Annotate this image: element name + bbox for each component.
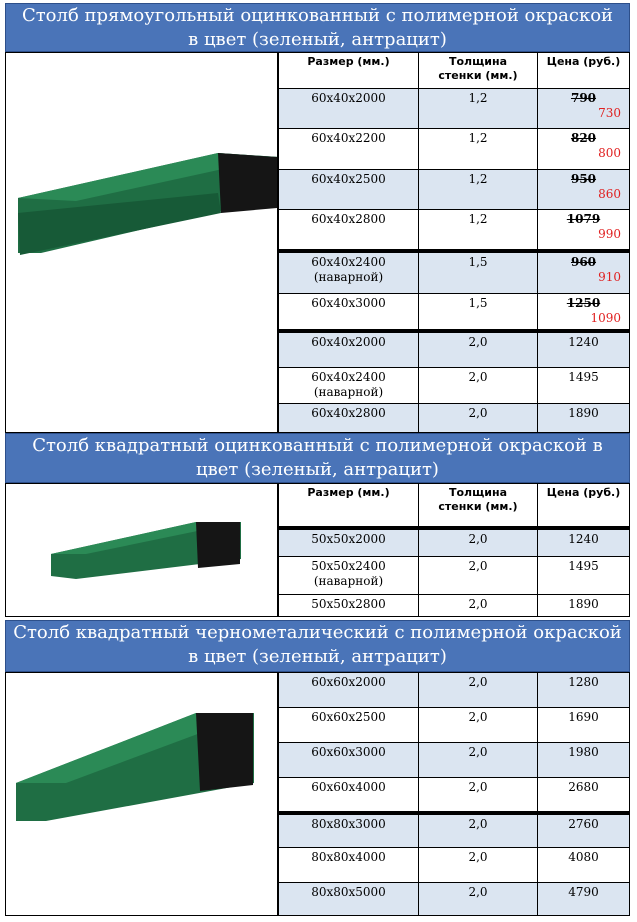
table-row [279,707,629,742]
title-line: цвет (зеленый, антрацит) [196,459,439,480]
table-row [279,777,629,811]
table-row [279,293,629,329]
wall-cell: 2,0 [419,673,538,707]
wall-cell: 1,5 [419,253,538,293]
size-cell: 60х40х3000 [279,294,419,329]
price-cell: 1890 [568,597,599,611]
table-row [279,847,629,882]
wall-cell: 2,0 [419,708,538,742]
table-row [279,673,629,707]
size-cell: 60х40х2000 [279,89,419,128]
post-image [5,52,278,433]
size-cell: 60х40х2800 [279,404,419,432]
table-row [279,403,629,432]
table-row [279,526,629,556]
post-image [5,483,278,617]
header-wall: Толщина стенки (мм.) [419,53,538,88]
section-title [5,3,630,52]
price-cell: 1495 [568,370,599,384]
wall-cell: 2,0 [419,333,538,367]
table-row [279,594,629,616]
wall-cell: 2,0 [419,815,538,847]
size-cell: 80х80х5000 [279,883,419,915]
size-cell: 60х40х2000 [279,333,419,367]
wall-cell: 2,0 [419,743,538,777]
price-cell: 820 800 [570,131,621,160]
price-cell: 1280 [568,675,599,689]
table-row [279,329,629,367]
table-row [279,811,629,847]
section-title [5,433,630,483]
size-cell: 80х80х4000 [279,848,419,882]
size-cell: 60х40х2500 [279,170,419,209]
wall-cell: 1,2 [419,129,538,169]
price-cell: 4790 [568,885,599,899]
table-row [279,128,629,169]
table-row [279,556,629,594]
price-table [278,672,630,916]
size-cell: 80х80х3000 [279,815,419,847]
wall-cell: 2,0 [419,778,538,811]
wall-cell: 2,0 [419,883,538,915]
price-cell: 1890 [568,406,599,420]
price-cell: 2760 [568,817,599,831]
title-line: в цвет (зеленый, антрацит) [188,646,447,667]
title-line: Столб квадратный оцинкованный с полимерной окраской в [32,435,603,456]
table-row [279,742,629,777]
post-illustration [6,673,277,915]
price-cell: 1690 [568,710,599,724]
title-line: Столб прямоугольный оцинкованный с полимерной окраской [21,5,614,26]
price-cell: 960 910 [570,255,621,284]
title-line: в цвет (зеленый, антрацит) [188,29,447,50]
price-cell: 790 730 [570,91,621,120]
table-row [279,367,629,403]
wall-cell: 1,5 [419,294,538,329]
header-wall: Толщина стенки (мм.) [419,484,538,526]
post-illustration [6,484,277,616]
price-cell: 1240 [568,532,599,546]
header-price: Цена (руб.) [546,55,621,68]
size-cell: 60х40х2200 [279,129,419,169]
price-cell: 1079 990 [566,212,621,241]
table-header [279,484,629,526]
header-size: Размер (мм.) [279,484,419,526]
size-cell: 60х40х2400 (наварной) [279,253,419,293]
table-row [279,882,629,915]
wall-cell: 2,0 [419,848,538,882]
price-cell: 1495 [568,559,599,573]
size-cell: 50х50х2400 (наварной) [279,557,419,594]
size-cell: 60х60х3000 [279,743,419,777]
table-row [279,169,629,209]
size-cell: 60х60х2500 [279,708,419,742]
table-header [279,53,629,88]
price-cell: 2680 [568,780,599,794]
size-cell: 60х60х4000 [279,778,419,811]
size-cell: 50х50х2000 [279,530,419,556]
wall-cell: 2,0 [419,595,538,616]
post-illustration [6,53,277,432]
header-size: Размер (мм.) [279,53,419,88]
wall-cell: 2,0 [419,530,538,556]
size-cell: 60х40х2400 (наварной) [279,368,419,403]
price-cell: 4080 [568,850,599,864]
header-price: Цена (руб.) [546,486,621,499]
wall-cell: 1,2 [419,210,538,249]
wall-cell: 2,0 [419,404,538,432]
wall-cell: 2,0 [419,557,538,594]
price-cell: 1980 [568,745,599,759]
table-row [279,88,629,128]
wall-cell: 1,2 [419,170,538,209]
size-cell: 60х60х2000 [279,673,419,707]
price-table [278,483,630,617]
price-table [278,52,630,433]
price-cell: 950 860 [570,172,621,201]
wall-cell: 1,2 [419,89,538,128]
post-image [5,672,278,916]
size-cell: 50х50х2800 [279,595,419,616]
table-row [279,209,629,249]
section-title [5,620,630,672]
price-cell: 1240 [568,335,599,349]
table-row [279,249,629,293]
price-cell: 1250 1090 [566,296,621,325]
wall-cell: 2,0 [419,368,538,403]
size-cell: 60х40х2800 [279,210,419,249]
title-line: Столб квадратный чернометалический с полимерной окраской [13,622,622,643]
